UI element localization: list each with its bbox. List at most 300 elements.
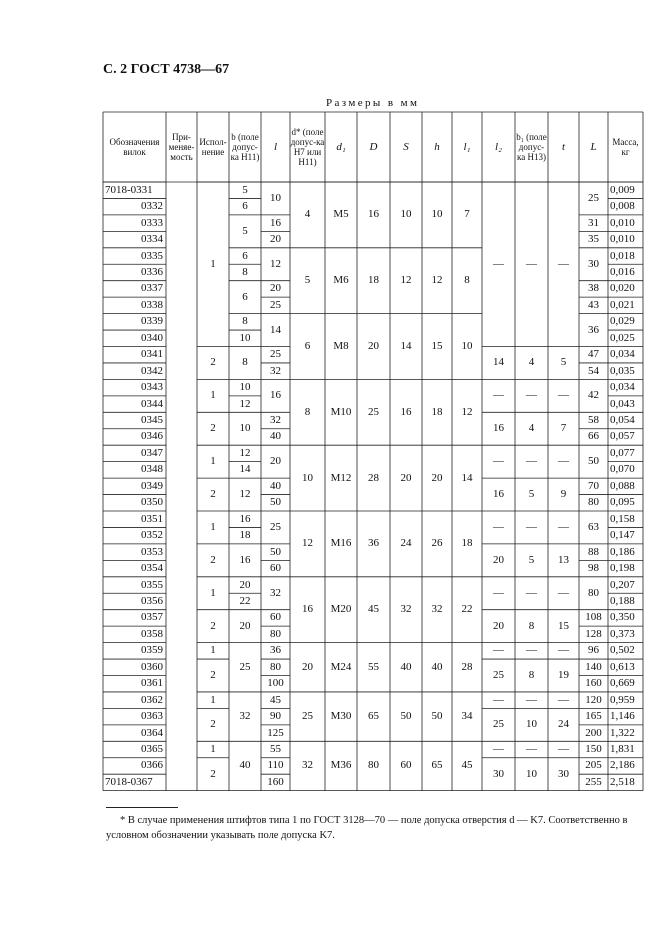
l-cell: 60 — [270, 562, 281, 575]
designation-cell: 0356 — [141, 594, 163, 607]
tail-l2-cell: 14 — [493, 356, 504, 369]
execution-cell: 2 — [210, 619, 216, 632]
designation-cell: 0355 — [141, 578, 163, 591]
tail-b1-cell: 4 — [528, 356, 535, 369]
size-D-cell: 36 — [368, 537, 379, 550]
l-cell: 45 — [270, 693, 281, 706]
L-cell: 50 — [588, 455, 599, 468]
size-S-cell: 50 — [400, 710, 412, 723]
designation-cell: 0362 — [141, 693, 163, 706]
execution-cell: 1 — [210, 520, 216, 533]
size-d1-cell: M8 — [333, 339, 349, 352]
size-l1-cell: 34 — [461, 710, 473, 723]
b-cell: 8 — [242, 356, 248, 369]
mass-cell: 0,035 — [610, 364, 635, 377]
mass-cell: 0,057 — [610, 430, 635, 443]
designation-cell: 0347 — [141, 446, 163, 459]
execution-cell: 2 — [210, 767, 216, 780]
designation-cell: 0349 — [141, 479, 163, 492]
size-h-cell: 12 — [431, 274, 443, 287]
l-cell: 50 — [270, 496, 281, 509]
b-cell: 25 — [239, 660, 251, 673]
tail-t-cell: — — [558, 693, 569, 706]
l-cell: 25 — [270, 298, 281, 311]
mass-cell: 0,613 — [610, 660, 635, 673]
L-cell: 80 — [588, 586, 599, 599]
l-cell: 10 — [270, 191, 281, 204]
tail-t-cell: 15 — [558, 619, 569, 632]
l-cell: 100 — [267, 677, 284, 690]
tail-l2-cell: 16 — [493, 422, 504, 435]
execution-cell: 1 — [210, 455, 216, 468]
designation-cell: 0359 — [141, 644, 163, 657]
designation-cell: 7018-0367 — [105, 775, 153, 788]
designation-cell: 0337 — [141, 282, 163, 295]
tail-l2-cell: 25 — [493, 718, 504, 731]
tail-t-cell: 30 — [558, 767, 569, 780]
mass-cell: 1,322 — [610, 726, 635, 739]
l-cell: 40 — [270, 479, 281, 492]
l-cell: 12 — [270, 257, 281, 270]
size-d-cell: 16 — [302, 603, 313, 616]
tail-t-cell: — — [558, 520, 569, 533]
mass-cell: 0,025 — [610, 331, 635, 344]
size-D-cell: 80 — [368, 759, 379, 772]
execution-cell: 2 — [210, 422, 216, 435]
tail-l2-cell: — — [493, 743, 504, 756]
mass-cell: 0,207 — [610, 578, 635, 591]
size-D-cell: 16 — [368, 208, 379, 221]
execution-cell: 2 — [210, 718, 216, 731]
b-cell: 16 — [239, 553, 251, 566]
tail-b1-cell: 8 — [528, 619, 535, 632]
size-l1-cell: 7 — [464, 208, 470, 221]
designation-cell: 0334 — [141, 233, 163, 246]
execution-cell: 2 — [210, 356, 216, 369]
tail-b1-cell: 5 — [528, 488, 535, 501]
designation-cell: 0344 — [141, 397, 163, 410]
b-cell: 6 — [242, 249, 248, 262]
size-h-cell: 15 — [431, 339, 443, 352]
tail-t-cell: — — [558, 455, 569, 468]
size-d-cell: 5 — [304, 274, 311, 287]
mass-cell: 0,010 — [610, 216, 635, 229]
size-S-cell: 14 — [400, 339, 412, 352]
mass-cell: 0,373 — [610, 627, 635, 640]
l-cell: 80 — [270, 627, 281, 640]
b-cell: 16 — [239, 512, 251, 525]
size-h-cell: 50 — [431, 710, 443, 723]
size-d1-cell: M36 — [330, 759, 352, 772]
mass-cell: 0,669 — [610, 677, 635, 690]
mass-cell: 0,959 — [610, 693, 635, 706]
size-S-cell: 12 — [400, 274, 412, 287]
size-d1-cell: M30 — [330, 710, 352, 723]
L-cell: 255 — [585, 775, 602, 788]
L-cell: 128 — [585, 627, 602, 640]
designation-cell: 0339 — [141, 315, 163, 328]
tail-l2-cell: 30 — [493, 767, 504, 780]
size-h-cell: 20 — [431, 471, 443, 484]
l-cell: 32 — [270, 414, 281, 427]
tail-b1-cell: — — [526, 257, 537, 270]
size-S-cell: 16 — [400, 405, 412, 418]
size-d1-cell: M16 — [330, 537, 352, 550]
size-D-cell: 18 — [368, 274, 379, 287]
b-cell: 10 — [239, 422, 251, 435]
b-cell: 5 — [242, 183, 248, 196]
L-cell: 25 — [588, 191, 599, 204]
tail-b1-cell: 10 — [526, 718, 537, 731]
b-cell: 20 — [239, 619, 251, 632]
mass-cell: 0,029 — [610, 315, 635, 328]
size-h-cell: 40 — [431, 660, 443, 673]
execution-cell: 1 — [210, 586, 216, 599]
size-d1-cell: M24 — [330, 660, 352, 673]
header-d1: d₁ — [336, 140, 346, 153]
designation-cell: 0365 — [141, 743, 163, 756]
size-h-cell: 65 — [431, 759, 443, 772]
size-S-cell: 32 — [400, 603, 412, 616]
size-d1-cell: M10 — [330, 405, 352, 418]
l-cell: 20 — [270, 282, 281, 295]
tail-l2-cell: 20 — [493, 619, 504, 632]
b-cell: 5 — [242, 224, 248, 237]
size-h-cell: 10 — [431, 208, 443, 221]
tail-l2-cell: — — [493, 693, 504, 706]
tail-l2-cell: — — [493, 586, 504, 599]
size-h-cell: 26 — [431, 537, 443, 550]
tail-t-cell: 24 — [558, 718, 569, 731]
mass-cell: 0,018 — [610, 249, 635, 262]
mass-cell: 0,034 — [610, 348, 635, 361]
execution-cell: 1 — [210, 644, 216, 657]
L-cell: 63 — [588, 520, 599, 533]
mass-cell: 0,008 — [610, 200, 635, 213]
designation-cell: 0335 — [141, 249, 163, 262]
designation-cell: 0354 — [141, 562, 163, 575]
b-cell: 12 — [239, 488, 251, 501]
size-l1-cell: 8 — [464, 274, 470, 287]
mass-cell: 0,095 — [610, 496, 635, 509]
L-cell: 70 — [588, 479, 599, 492]
l-cell: 90 — [270, 710, 281, 723]
tail-b1-cell: — — [526, 520, 537, 533]
size-d-cell: 6 — [304, 339, 311, 352]
mass-cell: 0,010 — [610, 233, 635, 246]
tail-l2-cell: — — [493, 389, 504, 402]
designation-cell: 0348 — [141, 463, 163, 476]
header-S: S — [403, 140, 409, 153]
size-S-cell: 20 — [400, 471, 412, 484]
designation-cell: 0351 — [141, 512, 163, 525]
dimensions-caption: Размеры в мм — [326, 97, 420, 109]
size-d-cell: 4 — [304, 208, 311, 221]
execution-cell: 1 — [210, 257, 216, 270]
tail-b1-cell: — — [526, 455, 537, 468]
L-cell: 58 — [588, 414, 599, 427]
L-cell: 36 — [588, 323, 599, 336]
designation-cell: 0353 — [141, 545, 163, 558]
b-cell: 22 — [239, 594, 251, 607]
tail-t-cell: 19 — [558, 668, 569, 681]
b-cell: 40 — [239, 759, 251, 772]
b-cell: 32 — [239, 710, 251, 723]
b-cell: 6 — [242, 290, 248, 303]
designation-cell: 0364 — [141, 726, 163, 739]
L-cell: 54 — [588, 364, 599, 377]
mass-cell: 0,350 — [610, 611, 635, 624]
tail-t-cell: 5 — [560, 356, 567, 369]
l-cell: 55 — [270, 743, 281, 756]
L-cell: 150 — [585, 743, 602, 756]
size-d-cell: 10 — [302, 471, 313, 484]
L-cell: 160 — [585, 677, 602, 690]
tail-t-cell: 9 — [560, 488, 567, 501]
b-cell: 12 — [239, 397, 251, 410]
tail-t-cell: — — [558, 257, 569, 270]
size-l1-cell: 10 — [461, 339, 473, 352]
size-l1-cell: 45 — [461, 759, 473, 772]
b-cell: 18 — [239, 529, 251, 542]
L-cell: 42 — [588, 389, 599, 402]
mass-cell: 0,070 — [610, 463, 635, 476]
tail-b1-cell: — — [526, 644, 537, 657]
designation-cell: 0360 — [141, 660, 163, 673]
size-d-cell: 20 — [302, 660, 313, 673]
L-cell: 165 — [585, 710, 602, 723]
footnote: * В случае применения штифтов типа 1 по ГОСТ 3128—70 — поле допуска отверстия d — K7. Соответственно в условном обозначении указывать поле допуска K7. — [106, 815, 628, 842]
L-cell: 140 — [585, 660, 602, 673]
L-cell: 200 — [585, 726, 602, 739]
size-l1-cell: 14 — [461, 471, 473, 484]
header-l: l — [273, 140, 278, 153]
L-cell: 35 — [588, 233, 599, 246]
mass-cell: 0,147 — [610, 529, 635, 542]
tail-b1-cell: — — [526, 586, 537, 599]
l-cell: 36 — [270, 644, 281, 657]
l-cell: 80 — [270, 660, 281, 673]
size-d1-cell: M6 — [333, 274, 349, 287]
mass-cell: 2,186 — [610, 759, 635, 772]
header-b: b (поле допус-ка H11) — [230, 131, 260, 163]
l-cell: 60 — [270, 611, 281, 624]
mass-cell: 2,518 — [610, 775, 635, 788]
header-b1: b₁ (поле допус-ка H13) — [516, 131, 547, 163]
mass-cell: 0,034 — [610, 381, 635, 394]
header-L: L — [590, 140, 597, 153]
mass-cell: 1,831 — [610, 743, 635, 756]
L-cell: 30 — [588, 257, 599, 270]
header-t: t — [561, 140, 566, 153]
b-cell: 10 — [239, 381, 251, 394]
mass-cell: 0,158 — [610, 512, 635, 525]
size-D-cell: 55 — [368, 660, 379, 673]
size-d1-cell: M20 — [330, 603, 352, 616]
designation-cell: 0340 — [141, 331, 163, 344]
l-cell: 14 — [270, 323, 281, 336]
header-D: D — [369, 140, 378, 153]
mass-cell: 0,009 — [610, 183, 635, 196]
b-cell: 10 — [239, 331, 251, 344]
designation-cell: 0333 — [141, 216, 163, 229]
size-D-cell: 20 — [368, 339, 379, 352]
tail-l2-cell: — — [493, 644, 504, 657]
execution-cell: 2 — [210, 488, 216, 501]
designation-cell: 0363 — [141, 710, 163, 723]
L-cell: 120 — [585, 693, 602, 706]
L-cell: 80 — [588, 496, 599, 509]
l-cell: 160 — [267, 775, 284, 788]
l-cell: 25 — [270, 348, 281, 361]
header-mass: Масса, кг — [612, 136, 639, 157]
tail-t-cell: — — [558, 743, 569, 756]
header-l1: l₁ — [463, 140, 471, 153]
tail-b1-cell: — — [526, 389, 537, 402]
size-S-cell: 24 — [400, 537, 412, 550]
b-cell: 8 — [242, 315, 248, 328]
designation-cell: 0343 — [141, 381, 163, 394]
l-cell: 110 — [267, 759, 284, 772]
l-cell: 125 — [267, 726, 284, 739]
mass-cell: 0,020 — [610, 282, 635, 295]
size-h-cell: 18 — [431, 405, 443, 418]
l-cell: 16 — [270, 389, 281, 402]
designation-cell: 0357 — [141, 611, 163, 624]
l-cell: 16 — [270, 216, 281, 229]
size-S-cell: 40 — [400, 660, 412, 673]
size-d-cell: 8 — [304, 405, 311, 418]
size-S-cell: 60 — [400, 759, 412, 772]
mass-cell: 0,502 — [610, 644, 635, 657]
l-cell: 25 — [270, 520, 281, 533]
size-D-cell: 25 — [368, 405, 379, 418]
l-cell: 20 — [270, 233, 281, 246]
L-cell: 108 — [585, 611, 602, 624]
tail-t-cell: 13 — [558, 553, 569, 566]
execution-cell: 2 — [210, 553, 216, 566]
size-D-cell: 28 — [368, 471, 379, 484]
designation-cell: 0345 — [141, 414, 163, 427]
tail-l2-cell: — — [493, 520, 504, 533]
designation-cell: 0332 — [141, 200, 163, 213]
mass-cell: 0,088 — [610, 479, 635, 492]
mass-cell: 0,077 — [610, 446, 635, 459]
L-cell: 47 — [588, 348, 599, 361]
size-l1-cell: 22 — [461, 603, 473, 616]
size-l1-cell: 28 — [461, 660, 473, 673]
tail-b1-cell: 4 — [528, 422, 535, 435]
L-cell: 88 — [588, 545, 599, 558]
tail-b1-cell: — — [526, 743, 537, 756]
size-h-cell: 32 — [431, 603, 443, 616]
execution-cell: 1 — [210, 693, 216, 706]
mass-cell: 1,146 — [610, 710, 635, 723]
size-d-cell: 25 — [302, 710, 313, 723]
l-cell: 50 — [270, 545, 281, 558]
designation-cell: 0338 — [141, 298, 163, 311]
mass-cell: 0,198 — [610, 562, 635, 575]
L-cell: 38 — [588, 282, 599, 295]
designation-cell: 0361 — [141, 677, 163, 690]
b-cell: 20 — [239, 578, 251, 591]
tail-t-cell: — — [558, 389, 569, 402]
tail-l2-cell: 16 — [493, 488, 504, 501]
tail-l2-cell: 20 — [493, 553, 504, 566]
header-h: h — [434, 140, 440, 153]
l-cell: 20 — [270, 455, 281, 468]
b-cell: 6 — [242, 200, 248, 213]
size-l1-cell: 18 — [461, 537, 473, 550]
header-l2: l₂ — [495, 140, 502, 153]
execution-cell: 1 — [210, 743, 216, 756]
header-designation: Обозначения вилок — [109, 136, 160, 157]
tail-b1-cell: 8 — [528, 668, 535, 681]
L-cell: 205 — [585, 759, 602, 772]
size-d1-cell: M5 — [333, 208, 349, 221]
size-d1-cell: M12 — [330, 471, 352, 484]
tail-t-cell: — — [558, 586, 569, 599]
L-cell: 43 — [588, 298, 599, 311]
designation-cell: 7018-0331 — [105, 183, 153, 196]
designation-cell: 0358 — [141, 627, 163, 640]
mass-cell: 0,043 — [610, 397, 635, 410]
l-cell: 32 — [270, 586, 281, 599]
designation-cell: 0352 — [141, 529, 163, 542]
b-cell: 8 — [242, 265, 248, 278]
size-S-cell: 10 — [400, 208, 412, 221]
execution-cell: 2 — [210, 668, 216, 681]
designation-cell: 0346 — [141, 430, 163, 443]
mass-cell: 0,016 — [610, 265, 635, 278]
l-cell: 32 — [270, 364, 281, 377]
execution-cell: 1 — [210, 389, 216, 402]
size-D-cell: 65 — [368, 710, 379, 723]
designation-cell: 0336 — [141, 265, 163, 278]
tail-t-cell: — — [558, 644, 569, 657]
tail-l2-cell: — — [493, 455, 504, 468]
footnote-rule — [106, 807, 178, 808]
designation-cell: 0341 — [141, 348, 163, 361]
size-D-cell: 45 — [368, 603, 379, 616]
designation-cell: 0366 — [141, 759, 163, 772]
tail-t-cell: 7 — [560, 422, 567, 435]
L-cell: 66 — [588, 430, 599, 443]
page-header: С. 2 ГОСТ 4738—67 — [103, 62, 230, 77]
tail-l2-cell: 25 — [493, 668, 504, 681]
tail-b1-cell: 10 — [526, 767, 537, 780]
tail-b1-cell: 5 — [528, 553, 535, 566]
header-applicability: При-меняе-мость — [168, 131, 195, 163]
l-cell: 40 — [270, 430, 281, 443]
tail-l2-cell: — — [493, 257, 504, 270]
L-cell: 31 — [588, 216, 599, 229]
L-cell: 96 — [588, 644, 599, 657]
size-l1-cell: 12 — [461, 405, 473, 418]
tail-b1-cell: — — [526, 693, 537, 706]
header-execution: Испол-нение — [199, 136, 227, 157]
L-cell: 98 — [588, 562, 599, 575]
mass-cell: 0,021 — [610, 298, 635, 311]
mass-cell: 0,188 — [610, 594, 635, 607]
size-d-cell: 32 — [302, 759, 313, 772]
designation-cell: 0342 — [141, 364, 163, 377]
header-d: d* (поле допус-ка H7 или H11) — [290, 126, 325, 168]
b-cell: 14 — [239, 463, 251, 476]
mass-cell: 0,186 — [610, 545, 635, 558]
size-d-cell: 12 — [302, 537, 313, 550]
designation-cell: 0350 — [141, 496, 163, 509]
